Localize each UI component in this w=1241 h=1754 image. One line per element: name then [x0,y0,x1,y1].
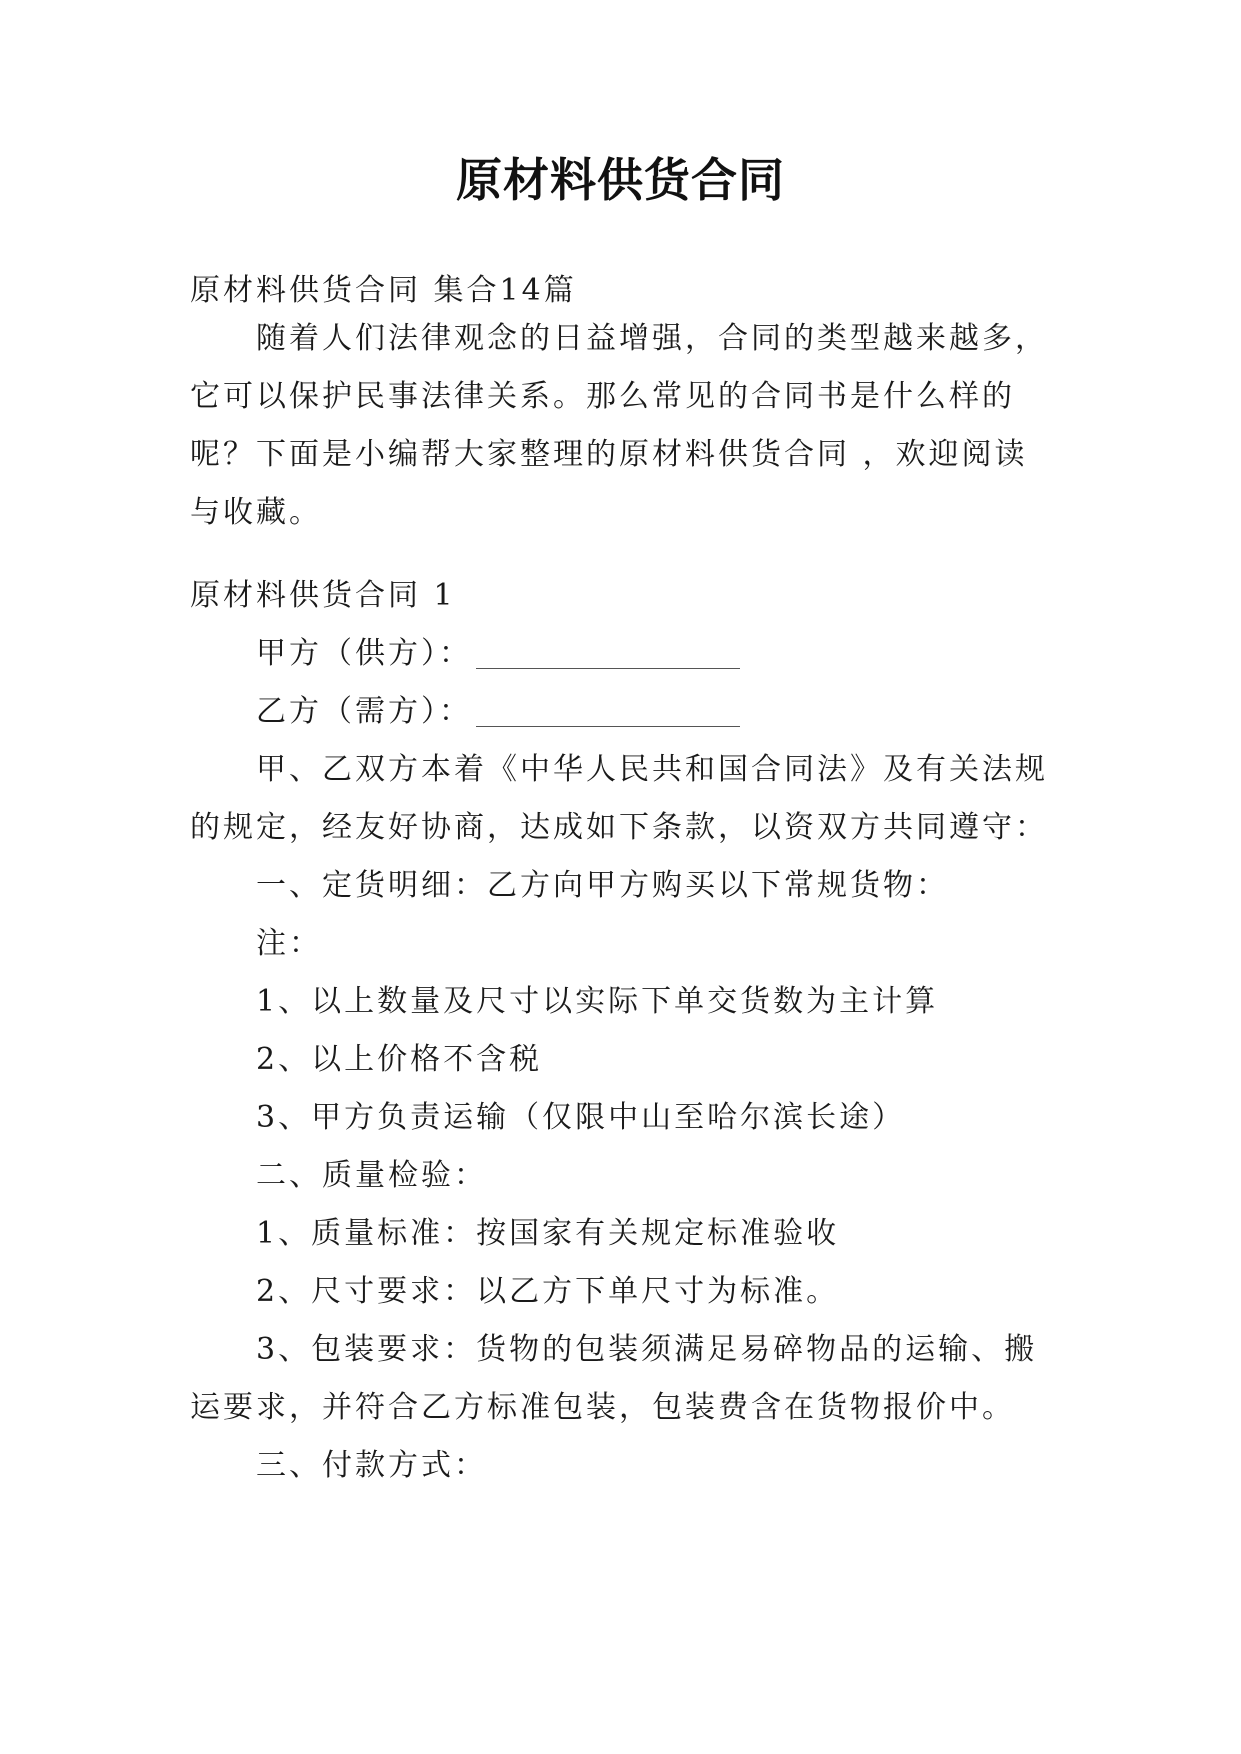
contract-section [190,567,1070,1495]
intro-paragraph [190,310,1070,542]
party-b-blank-field [476,690,740,727]
contract-body-line: 1、质量标准：按国家有关规定标准验收 [256,1216,840,1251]
contract-body-line: 运要求，并符合乙方标准包装，包装费含在货物报价中。 [190,1390,1015,1425]
contract-body-line: 2、尺寸要求：以乙方下单尺寸为标准。 [256,1274,840,1309]
intro-line: 它可以保护民事法律关系。那么常见的合同书是什么样的 [190,379,1015,414]
contract-body [190,741,1070,1495]
contract-body-line: 甲、乙双方本着《中华人民共和国合同法》及有关法规 [256,752,1048,787]
intro-line: 随着人们法律观念的日益增强，合同的类型越来越多， [256,321,1048,356]
contract-body-line: 二、质量检验： [256,1158,487,1193]
contract-body-line: 的规定，经友好协商，达成如下条款，以资双方共同遵守： [190,810,1048,845]
contract-body-line: 注： [256,926,322,961]
party-a-blank-field [476,632,740,669]
contract-heading: 原材料供货合同 1 [190,578,456,613]
party-b-line [190,683,1070,741]
intro-line: 与收藏。 [190,495,322,530]
contract-body-line: 3、甲方负责运输（仅限中山至哈尔滨长途） [256,1100,906,1135]
contract-body-line: 2、以上价格不含税 [256,1042,543,1077]
contract-body-line: 一、定货明细：乙方向甲方购买以下常规货物： [256,868,949,903]
party-b-label: 乙方（需方）： [256,694,472,729]
document-title: 原材料供货合同 [456,153,785,207]
contract-body-line: 1、以上数量及尺寸以实际下单交货数为主计算 [256,984,939,1019]
contract-body-line: 3、包装要求：货物的包装须满足易碎物品的运输、搬 [256,1332,1038,1367]
collection-heading: 原材料供货合同 集合14篇 [190,273,577,308]
contract-body-line: 三、付款方式： [256,1448,487,1483]
party-a-line [190,625,1070,683]
intro-line: 呢？下面是小编帮大家整理的原材料供货合同 ，欢迎阅读 [190,437,1028,472]
party-a-label: 甲方（供方）： [256,636,472,671]
